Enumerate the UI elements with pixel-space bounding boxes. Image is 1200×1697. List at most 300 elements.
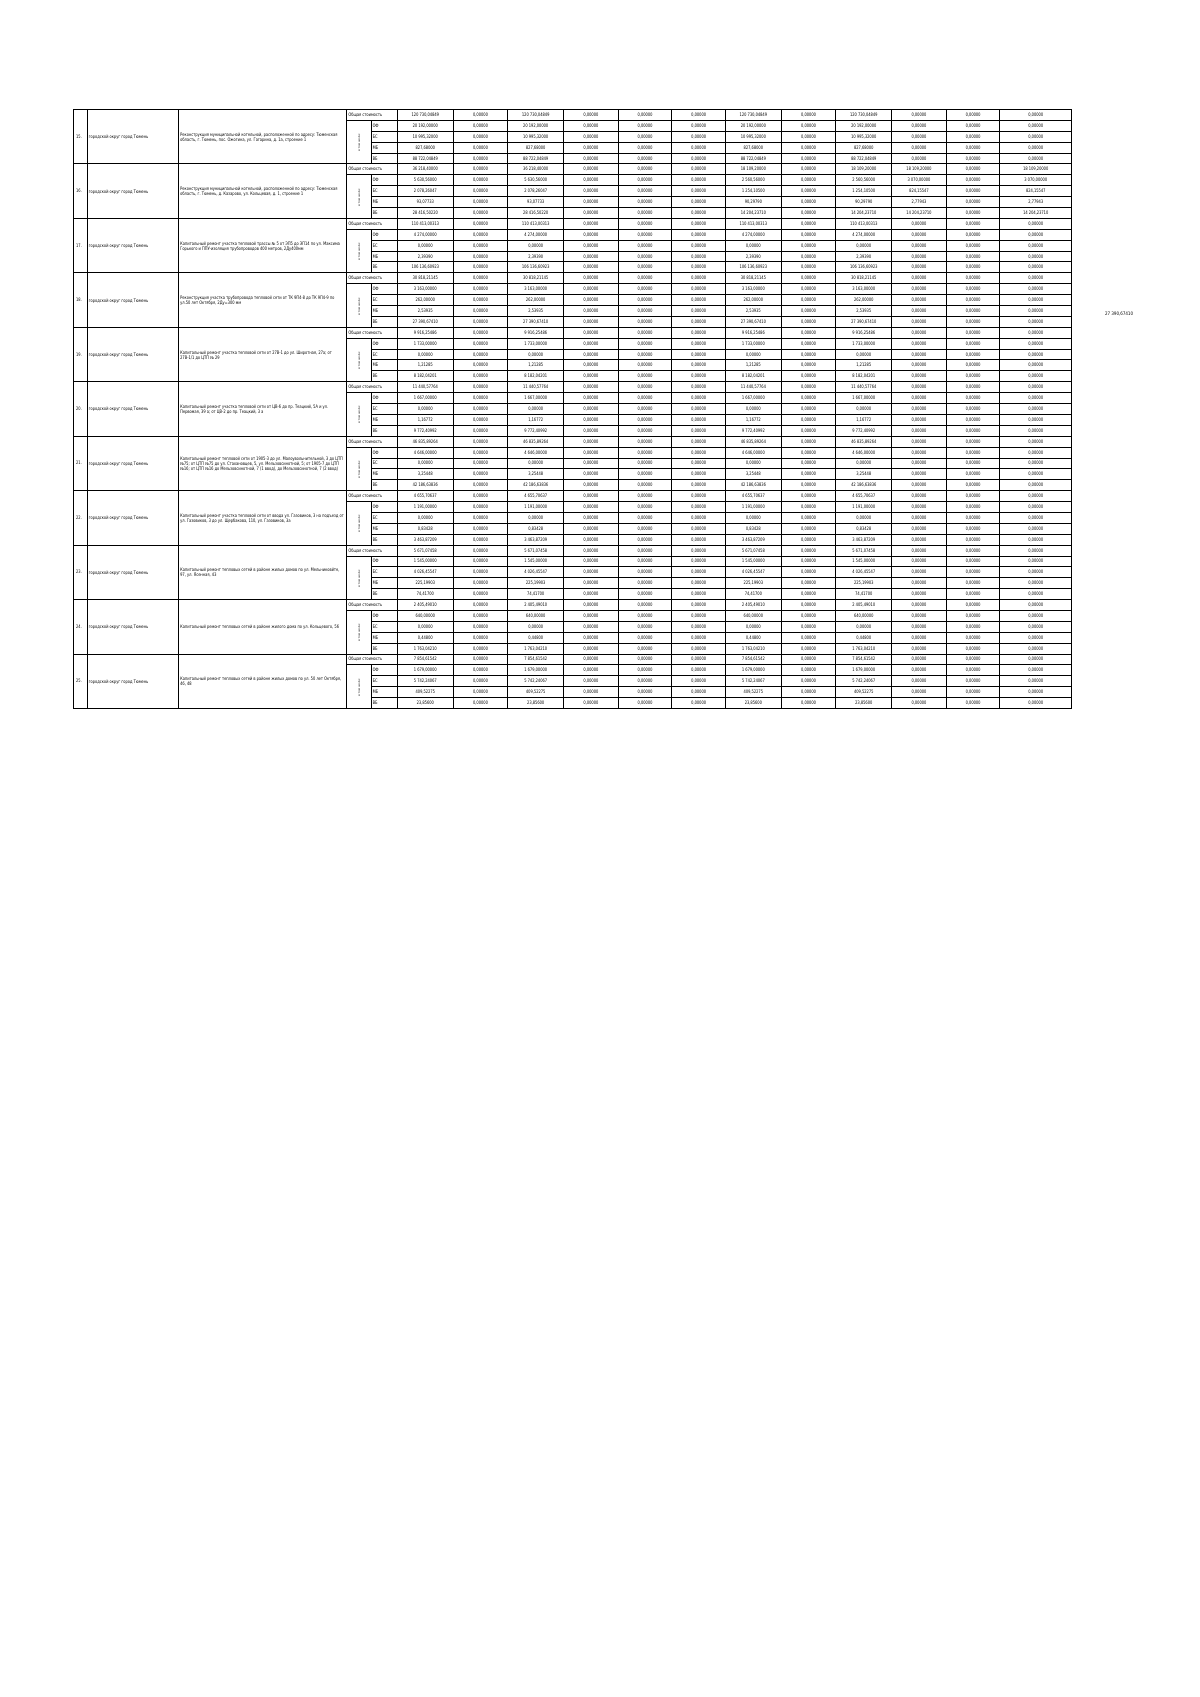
value-cell: 0,00000 <box>781 556 836 567</box>
value-cell: 409,52275 <box>397 687 453 698</box>
value-cell: 225,19903 <box>508 578 564 589</box>
value-cell: 0,00000 <box>672 175 726 186</box>
value-cell: 3 463,87209 <box>397 534 453 545</box>
total-cost-label: Общая стоимость <box>347 273 397 284</box>
value-cell: 2,39390 <box>508 251 564 262</box>
row-description: Капитальный ремонт участка тепловой сети от 27В-1 до ул. Широтная, 27а; от 27В-1/1 до ЦТП № 29 <box>179 327 347 381</box>
value-cell: 0,00000 <box>781 338 836 349</box>
value-cell: 0,00000 <box>564 491 619 502</box>
row-municipality: городской округ город Тюмень <box>87 110 178 164</box>
value-cell: 0,00000 <box>564 273 619 284</box>
value-cell: 30 818,21145 <box>397 273 453 284</box>
value-cell: 11 440,57764 <box>397 382 453 393</box>
value-cell: 0,00000 <box>1000 349 1072 360</box>
value-cell: 1 667,00000 <box>508 393 564 404</box>
value-cell: 9 916,25486 <box>725 327 781 338</box>
value-cell: 0,00000 <box>1000 545 1072 556</box>
value-cell: 0,00000 <box>618 632 672 643</box>
value-cell: 0,00000 <box>946 338 1000 349</box>
row-municipality: городской округ город Тюмень <box>87 545 178 599</box>
value-cell: 2 405,49010 <box>836 600 892 611</box>
value-cell: 0,00000 <box>1000 360 1072 371</box>
value-cell: 0,00000 <box>1000 306 1072 317</box>
value-cell: 0,00000 <box>453 197 508 208</box>
value-cell: 0,00000 <box>564 632 619 643</box>
total-cost-label: Общая стоимость <box>347 218 397 229</box>
value-cell: 0,00000 <box>1000 120 1072 131</box>
value-cell: 0,00000 <box>892 153 947 164</box>
value-cell: 0,00000 <box>1000 218 1072 229</box>
value-cell: 0,00000 <box>725 404 781 415</box>
value-cell: 0,00000 <box>892 556 947 567</box>
funding-source-label: БС <box>371 512 397 523</box>
value-cell: 0,00000 <box>781 175 836 186</box>
value-cell: 0,00000 <box>564 447 619 458</box>
value-cell: 18 109,20000 <box>892 164 947 175</box>
row-index: 22. <box>74 491 88 545</box>
value-cell: 0,00000 <box>946 545 1000 556</box>
value-cell: 0,00000 <box>453 349 508 360</box>
value-cell: 1,16772 <box>397 414 453 425</box>
value-cell: 2 405,49010 <box>397 600 453 611</box>
value-cell: 0,00000 <box>781 534 836 545</box>
value-cell: 0,00000 <box>672 360 726 371</box>
value-cell: 18 109,20000 <box>725 164 781 175</box>
value-cell: 23,85600 <box>725 698 781 709</box>
value-cell: 0,00000 <box>892 218 947 229</box>
funding-source-label: БС <box>371 676 397 687</box>
value-cell: 0,00000 <box>946 600 1000 611</box>
value-cell: 0,00000 <box>453 687 508 698</box>
value-cell: 9 772,40992 <box>508 425 564 436</box>
total-cost-label: Общая стоимость <box>347 382 397 393</box>
value-cell: 0,00000 <box>564 469 619 480</box>
funding-source-label: ВБ <box>371 153 397 164</box>
value-cell: 1 191,00000 <box>508 502 564 513</box>
value-cell: 0,00000 <box>564 393 619 404</box>
value-cell: 0,00000 <box>397 458 453 469</box>
value-cell: 0,00000 <box>1000 404 1072 415</box>
value-cell: 0,00000 <box>672 240 726 251</box>
value-cell: 110 413,00313 <box>725 218 781 229</box>
funding-source-label: МБ <box>371 632 397 643</box>
value-cell: 0,00000 <box>1000 469 1072 480</box>
value-cell: 0,00000 <box>946 120 1000 131</box>
value-cell: 0,00000 <box>564 120 619 131</box>
value-cell: 827,68000 <box>508 142 564 153</box>
including-label: в том числе: <box>356 405 361 424</box>
value-cell: 5 630,56000 <box>397 175 453 186</box>
table-row-total <box>74 327 1072 338</box>
value-cell: 0,00000 <box>453 567 508 578</box>
value-cell: 0,00000 <box>781 665 836 676</box>
value-cell: 8 182,04201 <box>725 371 781 382</box>
value-cell: 0,00000 <box>1000 393 1072 404</box>
value-cell: 0,00000 <box>564 480 619 491</box>
value-cell: 0,00000 <box>672 208 726 219</box>
value-cell: 1 545,00000 <box>725 556 781 567</box>
value-cell: 20 192,00000 <box>836 120 892 131</box>
value-cell: 0,00000 <box>892 382 947 393</box>
value-cell: 8 182,04201 <box>836 371 892 382</box>
value-cell: 0,00000 <box>946 382 1000 393</box>
row-description: Капитальный ремонт участка тепловой трассы № 5 от ЭП5 до ЭП14 по ул. Максима Горького и ППУ-изоляция трубопроводов 400 метров, 2Ду400мм <box>179 218 347 272</box>
value-cell: 120 730,04849 <box>397 110 453 121</box>
value-cell: 0,00000 <box>618 600 672 611</box>
value-cell: 9 772,40992 <box>725 425 781 436</box>
value-cell: 3 163,00000 <box>725 284 781 295</box>
funding-source-label: ВБ <box>371 425 397 436</box>
value-cell: 0,00000 <box>508 240 564 251</box>
value-cell: 0,00000 <box>618 643 672 654</box>
value-cell: 20 192,00000 <box>397 120 453 131</box>
value-cell: 120 730,04849 <box>508 110 564 121</box>
value-cell: 106 136,60923 <box>397 262 453 273</box>
value-cell: 11 440,57764 <box>725 382 781 393</box>
value-cell: 0,00000 <box>672 273 726 284</box>
value-cell: 18 109,20000 <box>1000 164 1072 175</box>
value-cell: 0,00000 <box>946 251 1000 262</box>
value-cell: 3 163,00000 <box>508 284 564 295</box>
value-cell: 0,00000 <box>672 153 726 164</box>
value-cell: 42 186,63836 <box>725 480 781 491</box>
value-cell: 0,00000 <box>672 523 726 534</box>
value-cell: 0,00000 <box>892 338 947 349</box>
value-cell: 0,00000 <box>564 360 619 371</box>
value-cell: 4 026,45547 <box>836 567 892 578</box>
value-cell: 0,00000 <box>672 414 726 425</box>
value-cell: 0,00000 <box>946 186 1000 197</box>
including-label: в том числе: <box>356 514 361 533</box>
funding-source-label: ВБ <box>371 698 397 709</box>
row-municipality: городской округ город Тюмень <box>87 654 178 708</box>
value-cell: 824,15547 <box>1000 186 1072 197</box>
including-label-cell <box>347 556 371 600</box>
value-cell: 0,00000 <box>564 153 619 164</box>
value-cell: 0,00000 <box>946 142 1000 153</box>
value-cell: 30 818,21145 <box>836 273 892 284</box>
value-cell: 0,44800 <box>508 632 564 643</box>
value-cell: 0,00000 <box>892 610 947 621</box>
value-cell: 0,00000 <box>781 643 836 654</box>
value-cell: 0,00000 <box>453 480 508 491</box>
value-cell: 1 733,00000 <box>397 338 453 349</box>
value-cell: 0,00000 <box>781 676 836 687</box>
value-cell: 0,00000 <box>892 295 947 306</box>
value-cell: 2 405,49010 <box>725 600 781 611</box>
value-cell: 0,00000 <box>1000 600 1072 611</box>
row-description: Реконструкция участка трубопровода тепловой сети от ТК 9П4-8 до ТК 9П4-9 по ул.50 лет Октября, 2Ду=300 мм <box>179 273 347 327</box>
value-cell: 0,00000 <box>672 306 726 317</box>
total-cost-label: Общая стоимость <box>347 164 397 175</box>
total-cost-label: Общая стоимость <box>347 654 397 665</box>
value-cell: 0,00000 <box>1000 425 1072 436</box>
value-cell: 0,00000 <box>892 447 947 458</box>
value-cell: 0,00000 <box>618 610 672 621</box>
value-cell: 0,00000 <box>618 349 672 360</box>
value-cell: 36 218,40000 <box>397 164 453 175</box>
value-cell: 0,00000 <box>892 480 947 491</box>
value-cell: 46 835,89264 <box>397 436 453 447</box>
value-cell: 46 835,89264 <box>725 436 781 447</box>
value-cell: 0,00000 <box>946 610 1000 621</box>
value-cell: 4 646,00000 <box>508 447 564 458</box>
value-cell: 0,00000 <box>672 382 726 393</box>
value-cell: 0,00000 <box>836 240 892 251</box>
value-cell: 0,00000 <box>781 327 836 338</box>
value-cell: 0,00000 <box>564 327 619 338</box>
value-cell: 0,00000 <box>564 567 619 578</box>
value-cell: 0,00000 <box>946 208 1000 219</box>
row-index: 16. <box>74 164 88 218</box>
value-cell: 0,00000 <box>564 218 619 229</box>
table-row-total <box>74 491 1072 502</box>
value-cell: 0,00000 <box>892 327 947 338</box>
value-cell: 0,00000 <box>564 687 619 698</box>
value-cell: 14 204,23710 <box>725 208 781 219</box>
value-cell: 0,00000 <box>781 502 836 513</box>
value-cell: 0,00000 <box>672 469 726 480</box>
value-cell: 0,00000 <box>618 186 672 197</box>
value-cell: 0,00000 <box>1000 447 1072 458</box>
value-cell: 0,00000 <box>618 621 672 632</box>
value-cell: 0,00000 <box>564 338 619 349</box>
value-cell: 4 026,45547 <box>725 567 781 578</box>
value-cell: 0,00000 <box>564 404 619 415</box>
value-cell: 0,00000 <box>618 458 672 469</box>
value-cell: 0,00000 <box>946 512 1000 523</box>
value-cell: 0,00000 <box>453 316 508 327</box>
value-cell: 0,00000 <box>946 164 1000 175</box>
value-cell: 2,77943 <box>1000 197 1072 208</box>
value-cell: 2,39390 <box>397 251 453 262</box>
value-cell: 1,16772 <box>508 414 564 425</box>
value-cell: 0,00000 <box>836 458 892 469</box>
value-cell: 0,00000 <box>453 240 508 251</box>
table-row-total <box>74 436 1072 447</box>
value-cell: 0,00000 <box>672 578 726 589</box>
value-cell: 0,00000 <box>453 556 508 567</box>
value-cell: 0,00000 <box>781 349 836 360</box>
value-cell: 4 655,70637 <box>836 491 892 502</box>
value-cell: 0,00000 <box>1000 229 1072 240</box>
value-cell: 0,00000 <box>781 512 836 523</box>
value-cell: 0,00000 <box>672 512 726 523</box>
value-cell: 0,00000 <box>618 262 672 273</box>
value-cell: 0,00000 <box>453 610 508 621</box>
value-cell: 0,00000 <box>781 480 836 491</box>
value-cell: 1 733,00000 <box>725 338 781 349</box>
value-cell: 0,00000 <box>946 469 1000 480</box>
value-cell: 1 733,00000 <box>508 338 564 349</box>
value-cell: 0,00000 <box>564 251 619 262</box>
value-cell: 0,00000 <box>508 404 564 415</box>
value-cell: 0,00000 <box>946 687 1000 698</box>
value-cell: 2 078,26047 <box>508 186 564 197</box>
value-cell: 0,00000 <box>672 589 726 600</box>
value-cell: 0,00000 <box>946 556 1000 567</box>
value-cell: 23,85600 <box>836 698 892 709</box>
value-cell: 10 995,32000 <box>508 131 564 142</box>
value-cell: 0,00000 <box>672 502 726 513</box>
value-cell: 28 416,50220 <box>508 208 564 219</box>
value-cell: 2,53935 <box>836 306 892 317</box>
value-cell: 0,00000 <box>453 578 508 589</box>
table-row-total <box>74 273 1072 284</box>
value-cell: 0,00000 <box>781 371 836 382</box>
value-cell: 0,00000 <box>946 621 1000 632</box>
value-cell: 0,00000 <box>946 316 1000 327</box>
value-cell: 30 818,21145 <box>725 273 781 284</box>
row-description: Реконструкция муниципальной котельной, расположенной по адресу: Тюменская область, г. Тюмень, д. Казарово, ул. Кольцевая, д. 1, строение 1 <box>179 164 347 218</box>
value-cell: 0,00000 <box>618 436 672 447</box>
including-label-cell <box>347 502 371 546</box>
value-cell: 0,00000 <box>781 436 836 447</box>
value-cell: 640,00000 <box>836 610 892 621</box>
value-cell: 0,00000 <box>618 316 672 327</box>
value-cell: 0,00000 <box>453 632 508 643</box>
value-cell: 1 763,04210 <box>397 643 453 654</box>
including-label-cell <box>347 447 371 491</box>
including-label-cell <box>347 665 371 709</box>
value-cell: 0,00000 <box>453 436 508 447</box>
value-cell: 0,00000 <box>618 425 672 436</box>
value-cell: 2,39390 <box>836 251 892 262</box>
value-cell: 3 163,00000 <box>836 284 892 295</box>
funding-source-label: ВБ <box>371 371 397 382</box>
value-cell: 27 390,67410 <box>725 316 781 327</box>
value-cell: 2 560,56000 <box>836 175 892 186</box>
value-cell: 2 078,26047 <box>397 186 453 197</box>
value-cell: 0,00000 <box>672 632 726 643</box>
value-cell: 0,00000 <box>781 208 836 219</box>
value-cell: 1,21285 <box>836 360 892 371</box>
value-cell: 14 204,23710 <box>836 208 892 219</box>
value-cell: 0,83428 <box>836 523 892 534</box>
value-cell: 0,00000 <box>672 284 726 295</box>
including-label: в том числе: <box>356 677 361 696</box>
value-cell: 0,00000 <box>453 262 508 273</box>
value-cell: 0,00000 <box>892 654 947 665</box>
value-cell: 0,00000 <box>892 360 947 371</box>
value-cell: 0,00000 <box>946 436 1000 447</box>
value-cell: 0,00000 <box>1000 534 1072 545</box>
value-cell: 0,00000 <box>781 610 836 621</box>
value-cell: 0,00000 <box>618 251 672 262</box>
value-cell: 0,00000 <box>618 382 672 393</box>
value-cell: 0,00000 <box>618 338 672 349</box>
value-cell: 0,00000 <box>672 295 726 306</box>
value-cell: 4 655,70637 <box>508 491 564 502</box>
value-cell: 0,00000 <box>1000 251 1072 262</box>
row-municipality: городской округ город Тюмень <box>87 273 178 327</box>
funding-source-label: ОФ <box>371 338 397 349</box>
value-cell: 0,00000 <box>672 621 726 632</box>
row-municipality: городской округ город Тюмень <box>87 382 178 436</box>
value-cell: 0,00000 <box>1000 567 1072 578</box>
row-index: 18. <box>74 273 88 327</box>
value-cell: 0,00000 <box>892 469 947 480</box>
row-index: 25. <box>74 654 88 708</box>
value-cell: 0,00000 <box>672 534 726 545</box>
value-cell: 0,00000 <box>781 687 836 698</box>
value-cell: 0,00000 <box>618 142 672 153</box>
funding-source-label: БС <box>371 240 397 251</box>
value-cell: 0,00000 <box>892 578 947 589</box>
value-cell: 0,00000 <box>453 447 508 458</box>
value-cell: 2,53935 <box>725 306 781 317</box>
funding-source-label: МБ <box>371 197 397 208</box>
value-cell: 0,00000 <box>672 218 726 229</box>
value-cell: 0,00000 <box>618 360 672 371</box>
value-cell: 0,00000 <box>564 458 619 469</box>
value-cell: 0,00000 <box>892 665 947 676</box>
value-cell: 0,00000 <box>946 502 1000 513</box>
including-label-cell <box>347 175 371 219</box>
value-cell: 0,00000 <box>453 502 508 513</box>
value-cell: 0,00000 <box>564 262 619 273</box>
including-label-cell <box>347 393 371 437</box>
value-cell: 0,00000 <box>672 120 726 131</box>
value-cell: 0,00000 <box>1000 502 1072 513</box>
value-cell: 0,00000 <box>453 175 508 186</box>
value-cell: 1 545,00000 <box>836 556 892 567</box>
value-cell: 0,00000 <box>946 110 1000 121</box>
value-cell: 0,00000 <box>453 393 508 404</box>
value-cell: 824,15547 <box>892 186 947 197</box>
value-cell: 0,00000 <box>781 545 836 556</box>
value-cell: 0,00000 <box>781 229 836 240</box>
value-cell: 5 671,07458 <box>397 545 453 556</box>
value-cell: 3 070,00000 <box>892 175 947 186</box>
value-cell: 0,00000 <box>781 131 836 142</box>
value-cell: 7 854,61542 <box>725 654 781 665</box>
value-cell: 0,00000 <box>564 284 619 295</box>
value-cell: 0,00000 <box>1000 262 1072 273</box>
value-cell: 0,00000 <box>564 175 619 186</box>
value-cell: 0,00000 <box>453 110 508 121</box>
value-cell: 0,00000 <box>618 153 672 164</box>
value-cell: 120 730,04849 <box>725 110 781 121</box>
value-cell: 0,00000 <box>564 414 619 425</box>
value-cell: 5 742,24067 <box>508 676 564 687</box>
value-cell: 0,00000 <box>618 556 672 567</box>
value-cell: 0,00000 <box>453 589 508 600</box>
value-cell: 0,00000 <box>397 512 453 523</box>
value-cell: 0,00000 <box>453 404 508 415</box>
value-cell: 0,00000 <box>946 480 1000 491</box>
value-cell: 0,00000 <box>781 393 836 404</box>
funding-source-label: ОФ <box>371 610 397 621</box>
value-cell: 0,00000 <box>672 262 726 273</box>
funding-source-label: МБ <box>371 414 397 425</box>
row-municipality: городской округ город Тюмень <box>87 218 178 272</box>
value-cell: 0,00000 <box>672 197 726 208</box>
value-cell: 0,00000 <box>397 404 453 415</box>
value-cell: 8 182,04201 <box>508 371 564 382</box>
value-cell: 0,00000 <box>508 512 564 523</box>
value-cell: 0,00000 <box>672 687 726 698</box>
value-cell: 0,00000 <box>672 436 726 447</box>
value-cell: 0,00000 <box>725 621 781 632</box>
value-cell: 0,00000 <box>453 523 508 534</box>
funding-source-label: БС <box>371 295 397 306</box>
value-cell: 0,00000 <box>453 621 508 632</box>
value-cell: 0,00000 <box>618 687 672 698</box>
value-cell: 0,00000 <box>453 600 508 611</box>
value-cell: 0,00000 <box>892 349 947 360</box>
value-cell: 120 730,04849 <box>836 110 892 121</box>
